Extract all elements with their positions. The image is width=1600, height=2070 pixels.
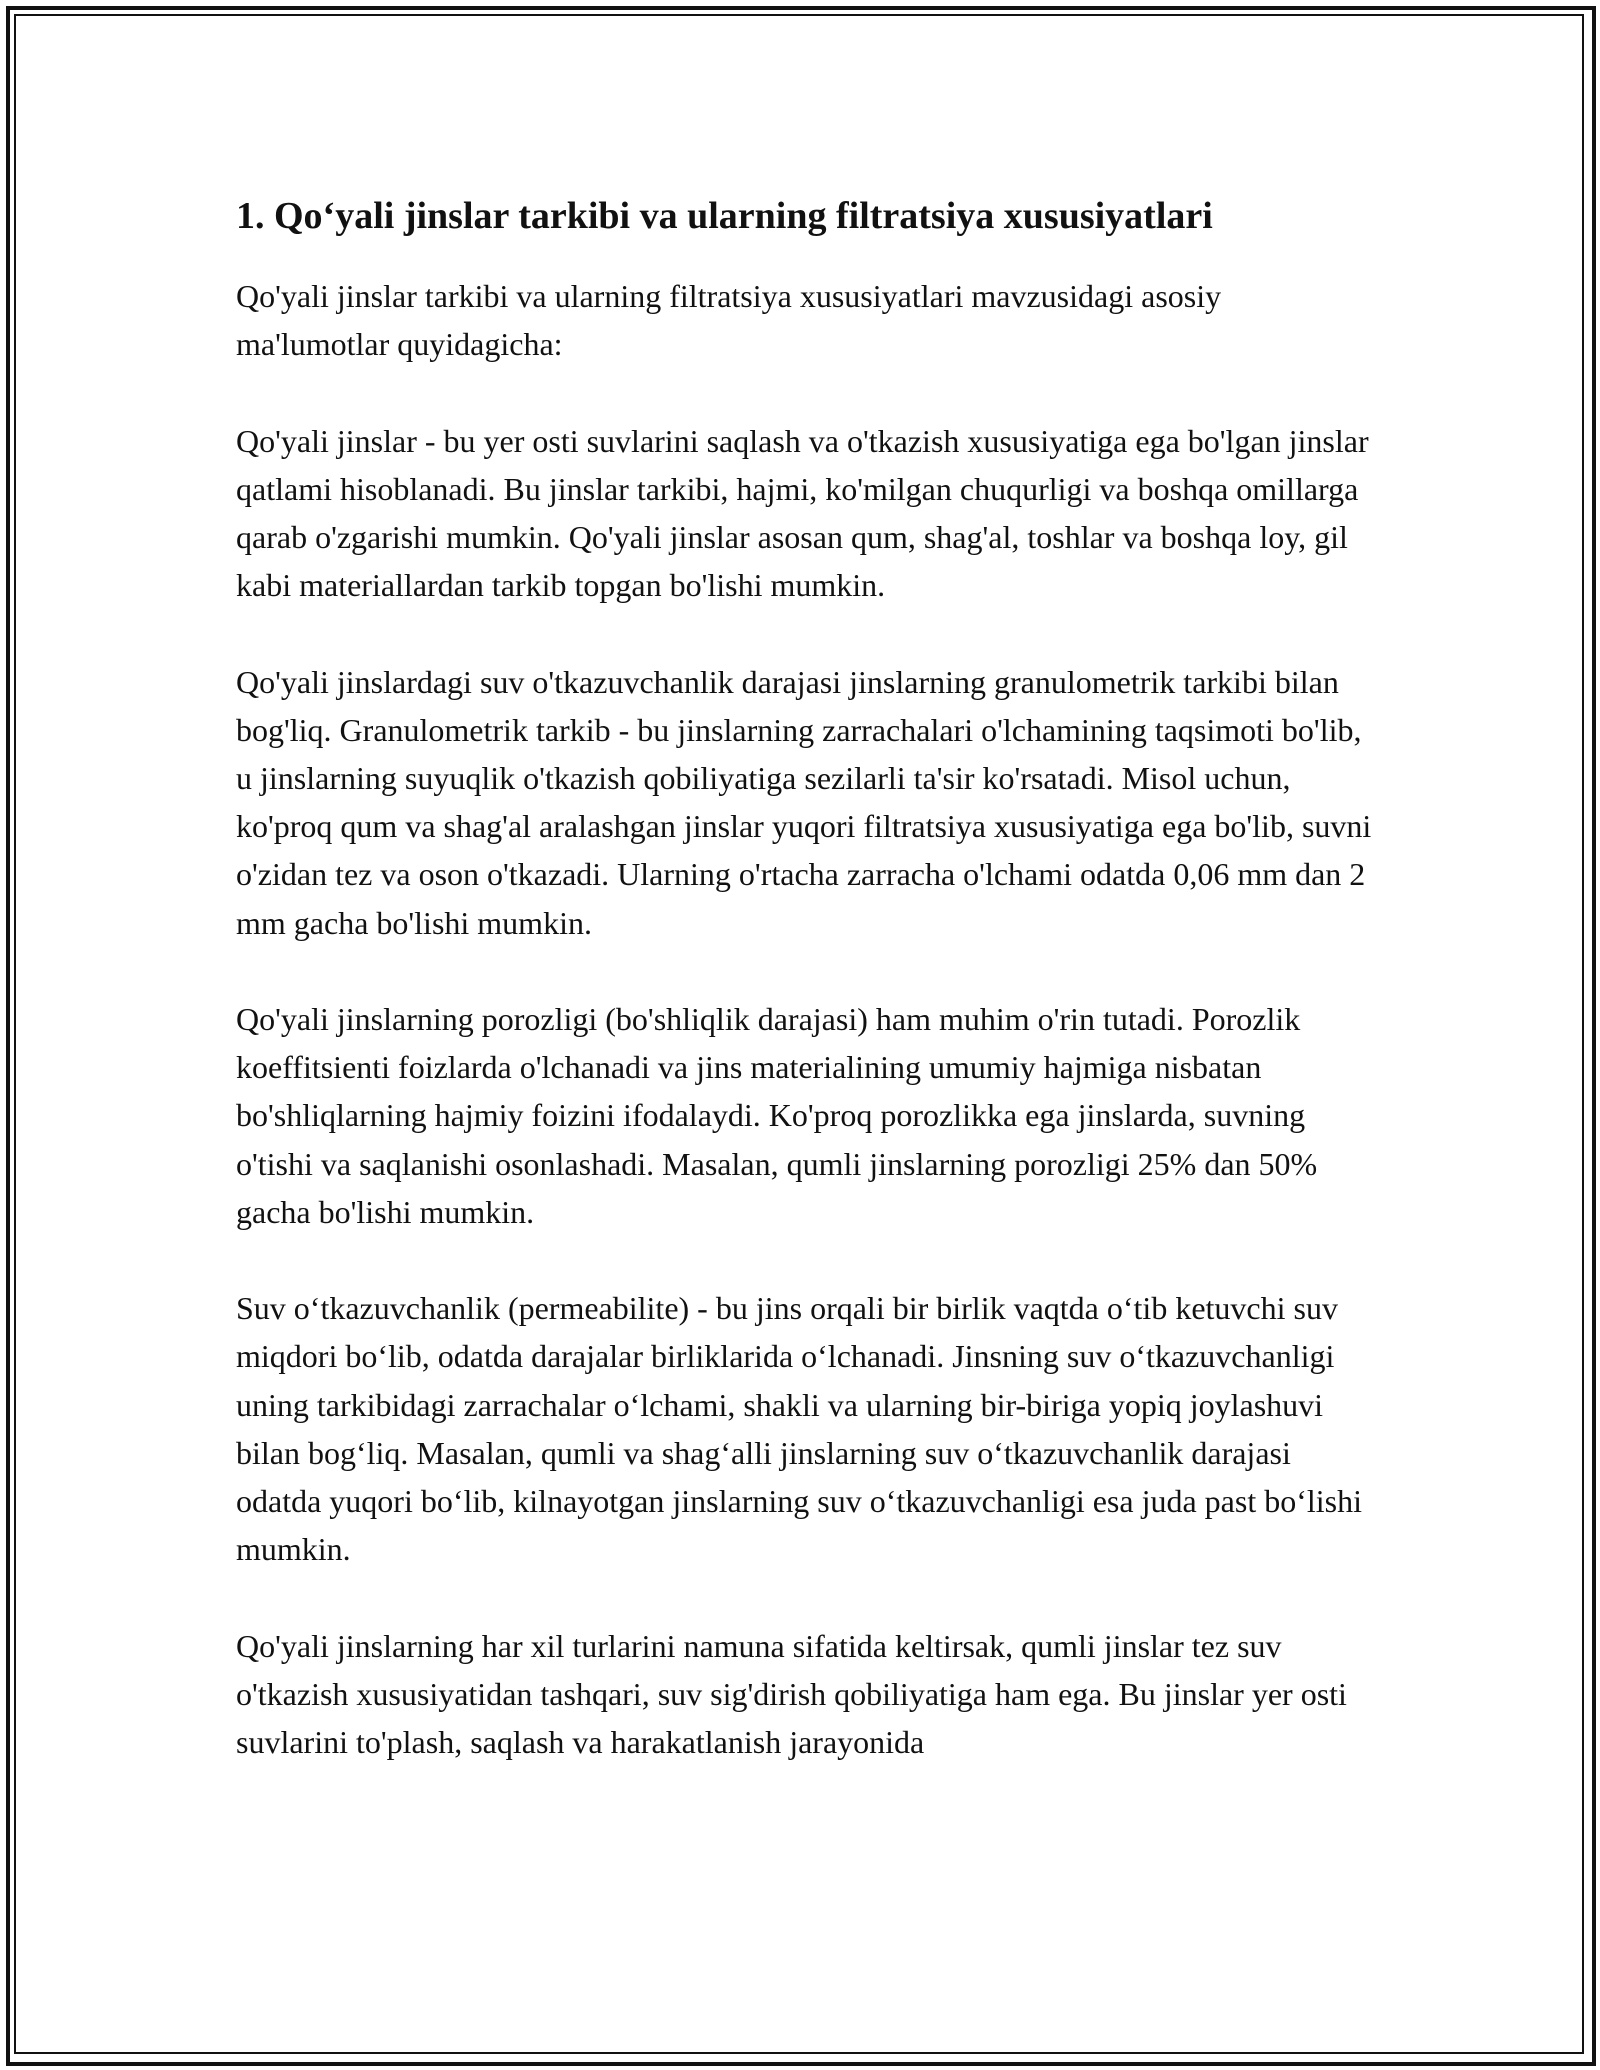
paragraph-granulometry: Qo'yali jinslardagi suv o'tkazuvchanlik darajasi jinslarning granulometrik tarkibi bilan bog'liq. Granulometrik tarkib - bu jinslarning zarrachalari o'lchamining taqsimoti bo'lib, u jinslarning suyuqlik o'tkazish qobiliyatiga sezilarli ta'sir ko'rsatadi. Misol uchun, ko'proq qum va shag'al aralashgan jinslar yuqori filtratsiya xususiyatiga ega bo'lib, suvni o'zidan tez va oson o'tkazadi. Ularning o'rtacha zarracha o'lchami odatda 0,06 mm dan 2 mm gacha bo'lishi mumkin.	[236, 663, 1372, 941]
section-heading: 1. Qo‘yali jinslar tarkibi va ularning filtratsiya xususiyatlari	[236, 195, 1213, 237]
paragraph-definition: Qo'yali jinslar - bu yer osti suvlarini saqlash va o'tkazish xususiyatiga ega bo'lgan jinslar qatlami hisoblanadi. Bu jinslar tarkibi, hajmi, ko'milgan chuqurligi va boshqa omillarga qarab o'zgarishi mumkin. Qo'yali jinslar asosan qum, shag'al, toshlar va boshqa loy, gil kabi materiallardan tarkib topgan bo'lishi mumkin.	[236, 422, 1369, 604]
paragraph-permeability: Suv o‘tkazuvchanlik (permeabilite) - bu jins orqali bir birlik vaqtda o‘tib ketuvchi suv miqdori bo‘lib, odatda darajalar birliklarida o‘lchanadi. Jinsning suv o‘tkazuvchanligi uning tarkibidagi zarrachalar o‘lchami, shakli va ularning bir-biriga yopiq joylashuvi bilan bog‘liq. Masalan, qumli va shag‘alli jinslarning suv o‘tkazuvchanlik darajasi odatda yuqori bo‘lib, kilnayotgan jinslarning suv o‘tkazuvchanligi esa juda past bo‘lishi mumkin.	[236, 1290, 1362, 1568]
paragraph-intro: Qo'yali jinslar tarkibi va ularning filtratsiya xususiyatlari mavzusidagi asosiy ma'lumotlar quyidagicha:	[236, 278, 1222, 363]
paragraph-porosity: Qo'yali jinslarning porozligi (bo'shliqlik darajasi) ham muhim o'rin tutadi. Porozlik koeffitsienti foizlarda o'lchanadi va jins materialining umumiy hajmiga nisbatan bo'shliqlarning hajmiy foizini ifodalaydi. Ko'proq porozlikka ega jinslarda, suvning o'tishi va saqlanishi osonlashadi. Masalan, qumli jinslarning porozligi 25% dan 50% gacha bo'lishi mumkin.	[236, 1001, 1318, 1230]
document-body	[236, 188, 1376, 1814]
paragraph-examples: Qo'yali jinslarning har xil turlarini namuna sifatida keltirsak, qumli jinslar tez suv o'tkazish xususiyatidan tashqari, suv sig'dirish qobiliyatiga ham ega. Bu jinslar yer osti suvlarini to'plash, saqlash va harakatlanish jarayonida	[236, 1627, 1347, 1761]
